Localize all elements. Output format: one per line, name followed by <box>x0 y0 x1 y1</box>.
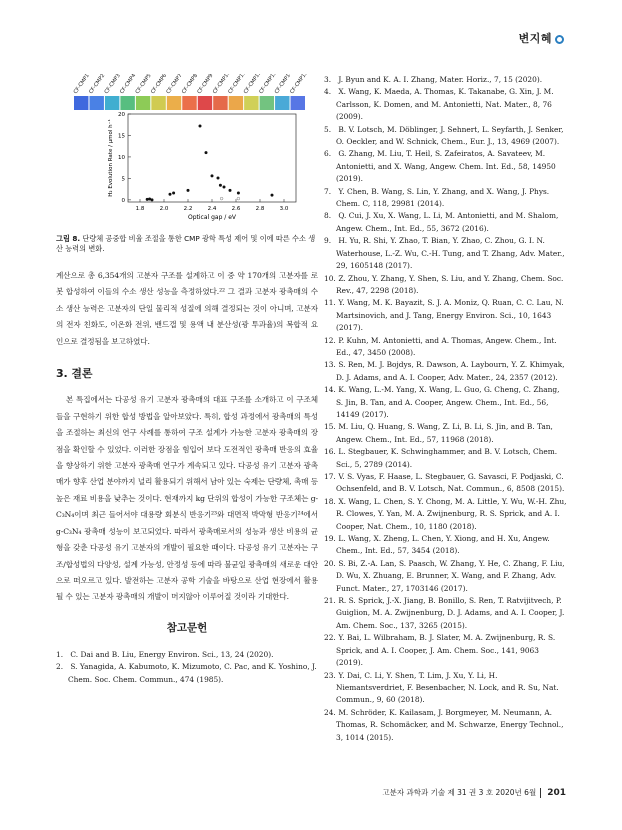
strip-label: CF-CMP9 <box>196 74 215 96</box>
reference-text: Q. Cui, J. Xu, X. Wang, L. Li, M. Antonietti, and M. Shalom, Angew. Chem., Int. Ed., 55, 3672 (2016). <box>336 211 559 233</box>
strip-label: CF-CMP1 <box>72 74 91 96</box>
molecule-swatch <box>120 96 134 110</box>
molecule-swatch <box>89 96 103 110</box>
references-title: 참고문헌 <box>166 621 208 634</box>
data-point <box>169 193 172 196</box>
reference-text: L. Stegbauer, K. Schwinghammer, and B. V. Lotsch, Chem. Sci., 5, 2789 (2014). <box>336 447 558 469</box>
strip-label: CF-CMP7 <box>165 74 184 96</box>
caption-label: 그림 8. <box>56 234 81 243</box>
y-tick-label: 5 <box>121 176 125 183</box>
reference-item <box>324 496 567 533</box>
y-tick-label: 0 <box>121 197 125 204</box>
reference-number: 9. <box>324 236 332 246</box>
reference-item <box>324 533 567 558</box>
data-point <box>217 176 220 179</box>
reference-number: 23. <box>324 670 336 680</box>
reference-item <box>324 558 567 595</box>
x-axis-label: Optical gap / eV <box>187 214 237 221</box>
reference-item <box>324 273 567 298</box>
molecule-swatch <box>151 96 165 110</box>
reference-number: 3. <box>324 75 332 84</box>
molecule-swatch <box>105 96 119 110</box>
reference-number: 17. <box>324 472 336 481</box>
x-tick-label: 2.6 <box>231 206 241 212</box>
molecule-swatch <box>229 96 243 110</box>
figure-8 <box>56 74 318 232</box>
data-point <box>205 151 208 154</box>
reference-item <box>324 632 567 669</box>
figure-chart <box>56 74 318 232</box>
reference-item <box>324 235 567 272</box>
reference-text: S. Ren, M. J. Bojdys, R. Dawson, A. Laybourn, Y. Z. Khimyak, D. J. Adams, and A. I. Cooper, Adv. Mater., 24, 2357 (2012). <box>336 360 565 382</box>
y-tick-label: 15 <box>118 133 125 140</box>
references-left <box>56 649 318 686</box>
reference-item <box>324 707 567 744</box>
reference-item <box>324 471 567 496</box>
reference-number: 15. <box>324 422 336 432</box>
x-tick-label: 2.8 <box>255 206 265 212</box>
reference-text: Z. Zhou, Y. Zhang, Y. Shen, S. Liu, and Y. Zhang, Chem. Soc. Rev., 47, 2298 (2018). <box>336 273 564 295</box>
molecule-swatch <box>291 96 305 110</box>
caption-text: 단량체 공중합 비율 조절을 통한 CMP 광학 특성 제어 및 이에 따른 수소 생산 능력의 변화. <box>56 234 316 253</box>
data-point <box>211 174 214 177</box>
circle-icon <box>555 35 564 44</box>
reference-item <box>324 74 567 86</box>
molecule-swatch <box>260 96 274 110</box>
reference-number: 21. <box>324 596 336 606</box>
x-tick-label: 2.0 <box>159 206 169 212</box>
body-text <box>56 268 318 606</box>
reference-number: 6. <box>324 149 332 159</box>
reference-number: 20. <box>324 558 336 568</box>
section-header <box>519 30 564 46</box>
x-tick-label: 2.4 <box>207 206 217 212</box>
strip-label: CF-CMP6 <box>150 74 169 96</box>
data-point <box>187 189 190 192</box>
reference-number: 1. <box>56 649 64 659</box>
strip-label: CF-CMP2 <box>88 74 107 96</box>
molecule-swatch <box>136 96 150 110</box>
reference-text: J. Byun and K. A. I. Zhang, Mater. Horiz., 7, 15 (2020). <box>336 75 543 84</box>
reference-text: L. Wang, X. Zheng, L. Chen, Y. Xiong, and H. Xu, Angew. Chem., Int. Ed., 57, 3454 (2018). <box>336 534 550 556</box>
reference-number: 2. <box>56 662 64 672</box>
journal-info: 고분자 과학과 기술 제 31 권 3 호 2020년 6월 <box>382 788 537 797</box>
reference-item <box>324 335 567 360</box>
y-tick-label: 20 <box>118 112 125 118</box>
reference-item <box>324 595 567 632</box>
reference-item <box>56 649 318 661</box>
figure-caption <box>56 234 318 254</box>
data-point-open <box>220 197 223 200</box>
reference-item <box>324 86 567 123</box>
reference-item <box>56 661 318 686</box>
reference-number: 5. <box>324 124 332 134</box>
reference-number: 11. <box>324 298 336 308</box>
strip-label: CF-CMP14 <box>273 74 294 96</box>
page-number: 201 <box>540 788 566 798</box>
reference-text: Y. Bai, L. Wilbraham, B. J. Slater, M. A. Zwijnenburg, R. S. Sprick, and A. I. Cooper, J. Am. Chem. Soc., 141, 9063 (2019). <box>336 633 556 668</box>
section-title: 3. 결론 <box>56 367 93 381</box>
data-point <box>219 184 222 187</box>
data-point <box>223 185 226 188</box>
reference-number: 4. <box>324 87 332 97</box>
reference-item <box>324 124 567 149</box>
strip-label: CF-CMP15 <box>289 74 310 96</box>
reference-text: M. Liu, Q. Huang, S. Wang, Z. Li, B. Li, S. Jin, and B. Tan, Angew. Chem., Int. Ed., 57, 11968 (2018). <box>336 422 553 444</box>
reference-text: Y. Dai, C. Li, Y. Shen, T. Lim, J. Xu, Y. Li, H. Niemantsverdriet, F. Besenbacher, N. Lock, and R. Su, Nat. Commun., 9, 60 (2018). <box>336 670 559 705</box>
strip-label: CF-CMP13 <box>258 74 279 96</box>
paragraph-1: 계산으로 총 6,354개의 고분자 구조를 설계하고 이 중 약 170개의 고분자를 로봇 합성하여 이들의 수소 생산 성능을 측정하였다.²² 그 결과 고분자 광촉매의 수소 생산 능력은 고분자의 단일 물리적 성질에 의해 결정되는 것이 아니며, 고분자의 전자 친화도, 이온화 전위, 밴드갭 및 용액 내 분산성(광 투과율)의 복합적 요인으로 결정됨을 보고하였다. <box>56 271 318 346</box>
data-point <box>151 198 154 201</box>
strip-label: CF-CMP11 <box>227 74 248 96</box>
reference-text: R. S. Sprick, J.-X. Jiang, B. Bonillo, S. Ren, T. Ratvijitvech, P. Guiglion, M. A. Zwijnenburg, D. J. Adams, and A. I. Cooper, J. Am. Chem. Soc., 137, 3265 (2015). <box>336 596 565 630</box>
data-point <box>229 189 232 192</box>
reference-number: 10. <box>324 273 336 283</box>
strip-label: CF-CMP4 <box>119 74 138 96</box>
molecule-swatch <box>244 96 258 110</box>
strip-label: CF-CMP5 <box>134 74 153 96</box>
page-footer <box>382 787 566 798</box>
reference-number: 12. <box>324 335 336 345</box>
data-point <box>199 125 202 128</box>
reference-item <box>324 421 567 446</box>
molecule-swatch <box>275 96 289 110</box>
reference-item <box>324 384 567 421</box>
reference-item <box>324 210 567 235</box>
reference-item <box>324 446 567 471</box>
reference-text: C. Dai and B. Liu, Energy Environ. Sci., 13, 24 (2020). <box>68 649 274 659</box>
left-column <box>56 74 318 686</box>
reference-text: S. Bi, Z.-A. Lan, S. Paasch, W. Zhang, Y. He, C. Zhang, F. Liu, D. Wu, X. Zhuang, E. Brunner, X. Wang, and F. Zhang, Adv. Funct. Mater., 27, 1703146 (2017). <box>336 558 565 593</box>
data-point-open <box>237 197 240 200</box>
reference-text: S. Yanagida, A. Kabumoto, K. Mizumoto, C. Pac, and K. Yoshino, J. Chem. Soc. Chem. Commun., 474 (1985). <box>68 662 317 684</box>
references-right <box>324 74 567 744</box>
data-point <box>172 191 175 194</box>
reference-text: Y. Wang, M. K. Bayazit, S. J. A. Moniz, Q. Ruan, C. C. Lau, N. Martsinovich, and J. Tang, Energy Environ. Sci., 10, 1643 (2017). <box>336 298 564 333</box>
reference-item <box>324 148 567 185</box>
reference-number: 24. <box>324 707 336 717</box>
reference-text: X. Wang, K. Maeda, A. Thomas, K. Takanabe, G. Xin, J. M. Carlsson, K. Domen, and M. Antonietti, Nat. Mater., 8, 76 (2009). <box>336 87 554 122</box>
molecule-swatch <box>167 96 181 110</box>
data-point <box>271 194 274 197</box>
strip-label: CF-CMP3 <box>103 74 122 96</box>
reference-number: 8. <box>324 211 332 221</box>
x-tick-label: 3.0 <box>279 206 289 212</box>
y-tick-label: 10 <box>118 154 125 161</box>
data-point <box>237 191 240 194</box>
reference-text: B. V. Lotsch, M. Döblinger, J. Sehnert, L. Seyfarth, J. Senker, O. Oeckler, and W. Schnick, Chem., Eur. J., 13, 4969 (2007). <box>336 124 564 147</box>
molecule-swatch <box>74 96 88 110</box>
strip-label: CF-CMP8 <box>180 74 200 96</box>
y-axis-label: H₂ Evolution Rate / μmol h⁻¹ <box>108 119 114 197</box>
reference-number: 7. <box>324 186 332 196</box>
reference-text: K. Wang, L.-M. Yang, X. Wang, L. Guo, G. Cheng, C. Zhang, S. Jin, B. Tan, and A. Cooper, Angew. Chem., Int. Ed., 56, 14149 (2017). <box>336 385 560 419</box>
paragraph-2: 본 특집에서는 다공성 유기 고분자 광촉매의 대표 구조를 소개하고 이 구조체들을 구현하기 위한 합성 방법을 알아보았다. 특히, 합성 과정에서 광촉매의 특성을 조절하는 최신의 연구 사례를 통하여 구조 설계가 가능한 고분자 광촉매의 장점을 확인할 수 있었다. 이러한 장점을 힘입어 보다 도전적인 광촉매 반응의 효율을 향상하기 위한 고분자 광촉매 연구가 계속되고 있다. 다공성 유기 고분자 광촉매가 향후 산업 분야까지 널리 활용되기 위해서 남아 있는 숙제는 단량체, 촉매 등 높은 재료 비용을 낮추는 것이다. 현재까지 kg 단위의 합성이 가능한 구조체는 g-C₃N₄이며 최근 들어서야 대용량 회분식 반응기²³와 대면적 박막형 반응기²⁴에서 g-C₃N₄ 광촉매 성능이 보고되었다. 따라서 광촉매로서의 성능과 생산 비용의 균형을 갖춘 다공성 유기 고분자의 개발이 필요한 때이다. 다공성 유기 고분자는 구조/합성법의 다양성, 설계 가능성, 안정성 등에 따라 불균일 광촉매의 새로운 대안으로 떠오르고 있다. 발전하는 고분자 공학 기술을 바탕으로 산업 현장에서 활용될 수 있는 고분자 광촉매의 개발이 머지않아 이루어질 것이라 기대한다. <box>56 395 318 602</box>
molecule-swatch <box>182 96 196 110</box>
reference-item <box>324 670 567 707</box>
reference-item <box>324 297 567 334</box>
reference-text: P. Kuhn, M. Antonietti, and A. Thomas, Angew. Chem., Int. Ed., 47, 3450 (2008). <box>336 335 557 357</box>
molecule-swatch <box>198 96 212 110</box>
strip-label: CF-CMP10 <box>211 74 232 96</box>
reference-number: 18. <box>324 496 336 506</box>
reference-item <box>324 359 567 384</box>
reference-text: M. Schröder, K. Kailasam, J. Borgmeyer, M. Neumann, A. Thomas, R. Schomäcker, and M. Schwarze, Energy Technol., 3, 1014 (2015). <box>336 707 564 742</box>
reference-text: X. Wang, L. Chen, S. Y. Chong, M. A. Little, Y. Wu, W.-H. Zhu, R. Clowes, Y. Yan, M. A. Zwijnenburg, R. S. Sprick, and A. I. Cooper, Nat. Chem., 10, 1180 (2018). <box>336 496 567 531</box>
reference-number: 14. <box>324 385 336 395</box>
reference-text: G. Zhang, M. Liu, T. Heil, S. Zafeiratos, A. Savateev, M. Antonietti, and X. Wang, Angew. Chem. Int. Ed., 58, 14950 (2019). <box>336 149 556 184</box>
x-tick-label: 2.2 <box>183 206 193 212</box>
reference-text: H. Yu, R. Shi, Y. Zhao, T. Bian, Y. Zhao, C. Zhou, G. I. N. Waterhouse, L.-Z. Wu, C.-H. Tung, and T. Zhang, Adv. Mater., 29, 1605148 (2017). <box>336 236 565 271</box>
reference-number: 16. <box>324 447 336 457</box>
strip-label: CF-CMP12 <box>242 74 263 96</box>
right-column <box>324 74 567 744</box>
reference-number: 19. <box>324 534 336 544</box>
header-author: 변지혜 <box>518 32 552 45</box>
plot-frame <box>128 114 296 202</box>
molecule-swatch <box>213 96 227 110</box>
x-tick-label: 1.8 <box>135 206 145 212</box>
reference-item <box>324 186 567 211</box>
reference-text: V. S. Vyas, F. Haase, L. Stegbauer, G. Savasci, F. Podjaski, C. Ochsenfeld, and B. V. Lotsch, Nat. Commun., 6, 8508 (2015). <box>336 472 565 494</box>
reference-text: Y. Chen, B. Wang, S. Lin, Y. Zhang, and X. Wang, J. Phys. Chem. C, 118, 29981 (2014). <box>336 186 550 209</box>
reference-number: 13. <box>324 360 336 370</box>
reference-number: 22. <box>324 633 336 643</box>
